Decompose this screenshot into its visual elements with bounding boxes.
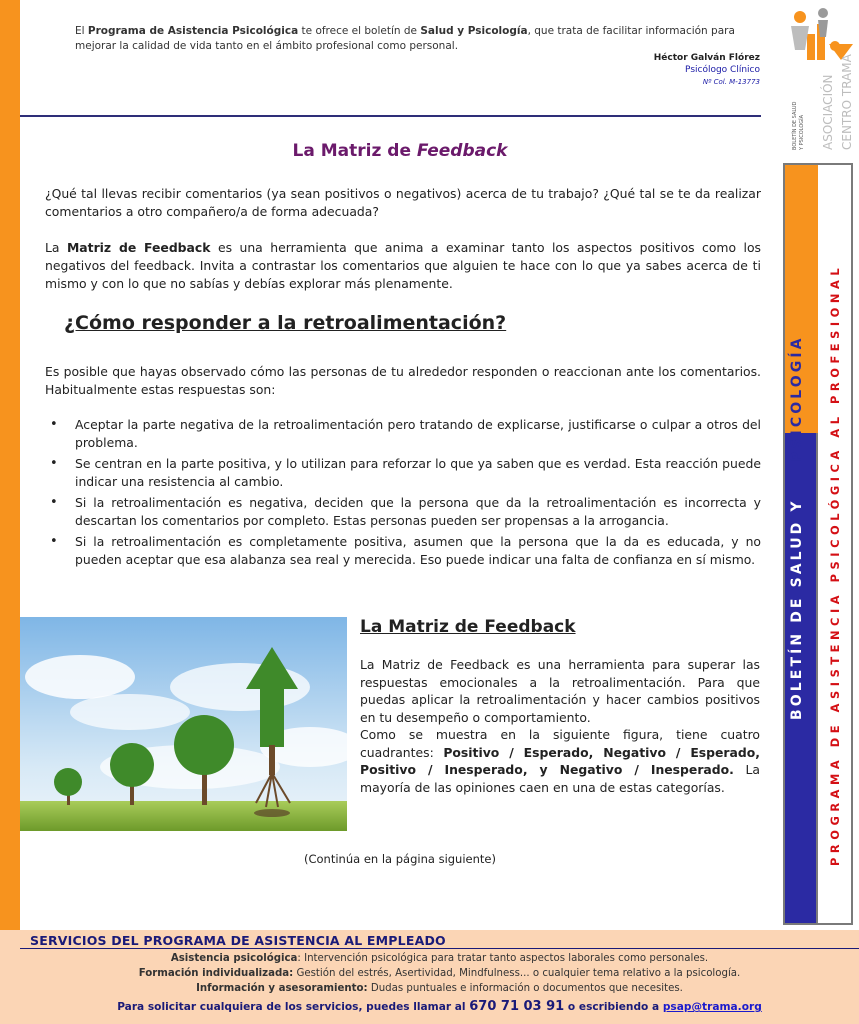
email-link[interactable]: psap@trama.org <box>662 1001 762 1013</box>
sidebar-label-bulletin: BOLETÍN DE SALUD Y <box>789 498 805 720</box>
sidebar-label-program: PROGRAMA DE ASISTENCIA PSICOLÓGICA AL PROFESIONAL <box>828 263 842 866</box>
footer-service-info: Información y asesoramiento: Dudas puntuales e información o documentos que necesites. <box>196 983 683 994</box>
logo-small-text-1: BOLETÍN DE SALUD <box>792 101 798 150</box>
matrix-paragraph-1: La Matriz de Feedback es una herramienta para superar las respuestas emocionales a la retroalimentación. Para que puedas aplicar la retroalimentación y hacer cambios positivos en tu desempeño o comportamiento. <box>360 657 760 725</box>
author-block <box>654 52 760 88</box>
responses-paragraph: Es posible que hayas observado cómo las personas de tu alrededor responden o reaccionan ante los comentarios. Habitualmente estas respuestas son: <box>45 364 761 397</box>
footer-service-training: Formación individualizada: Gestión del estrés, Asertividad, Mindfulness... o cualquier tema relativo a la psicología. <box>138 968 741 979</box>
intro-paragraph: ¿Qué tal llevas recibir comentarios (ya sean positivos o negativos) acerca de tu trabajo? ¿Qué tal se te da realizar comentarios a otro compañero/a de forma adecuada? <box>45 186 761 219</box>
matrix-description <box>360 656 760 796</box>
sidebar-label-psychology: PSICOLOGÍA <box>789 335 805 462</box>
matrix-heading: La Matriz de Feedback <box>360 617 576 637</box>
section-heading-responses: ¿Cómo responder a la retroalimentación? <box>64 312 507 334</box>
footer-service-assistance: Asistencia psicológica: Intervención psicológica para tratar tanto aspectos laborales como personales. <box>170 953 709 964</box>
trama-logo <box>783 4 859 152</box>
list-item: • Se centran en la parte positiva, y lo utilizan para reforzar lo que ya saben que es verdad. Esta reacción puede indicar una resistencia al cambio. <box>45 455 761 490</box>
left-orange-bar <box>0 0 20 930</box>
logo-org: CENTRO TRAMA <box>840 54 854 150</box>
matrix-paragraph-2: Como se muestra en la siguiente figura, tiene cuatro cuadrantes: Positivo / Esperado, Negativo / Esperado, Positivo / Inesperado, y Negativo / Inesperado. La mayoría de las opiniones caen en una de estas categorías. <box>360 727 760 795</box>
logo-assoc: ASOCIACIÓN <box>821 74 835 150</box>
footer-contact: Para solicitar cualquiera de los servicios, puedes llamar al 670 71 03 91 o escribiendo a psap@trama.org <box>117 999 762 1014</box>
author-role: Psicólogo Clínico <box>685 65 760 75</box>
header-divider <box>20 115 761 117</box>
list-item: • Si la retroalimentación es negativa, deciden que la persona que da la retroalimentación es incorrecta y descartan los comentarios por completo. Estas personas pueden ser propensas a la arrogancia. <box>45 494 761 529</box>
list-item: • Aceptar la parte negativa de la retroalimentación pero tratando de explicarse, justificarse o culpar a otros del problema. <box>45 416 761 451</box>
matrix-paragraph: La Matriz de Feedback es una herramienta que anima a examinar tanto los aspectos positivos como los negativos del feedback. Invita a contrastar los comentarios que alguien te hace con lo que ya sabes acerca de ti mismo y con lo que no sabías y debías explorar más plenamente. <box>45 240 762 291</box>
intro-text: El Programa de Asistencia Psicológica te ofrece el boletín de Salud y Psicología, que trata de facilitar información para mejorar la calidad de vida tanto en el ámbito profesional como personal. <box>75 25 735 52</box>
list-item: • Si la retroalimentación es completamente positiva, asumen que la persona que la da es educada, y no pueden aceptar que esa alabanza sea real y merecida. Eso puede indicar una falta de confianza en sí mismo. <box>45 533 761 568</box>
author-name: Héctor Galván Flórez <box>653 53 760 63</box>
continue-note: (Continúa en la página siguiente) <box>304 852 496 866</box>
logo-small-text-2: Y PSICOLOGÍA <box>799 114 805 150</box>
author-license: Nº Col. M-13773 <box>702 78 760 86</box>
responses-list <box>45 416 761 572</box>
footer-divider <box>20 948 859 949</box>
article-title: La Matriz de Feedback <box>292 141 508 161</box>
trees-growth-photo <box>20 617 347 831</box>
footer-title: SERVICIOS DEL PROGRAMA DE ASISTENCIA AL EMPLEADO <box>30 933 446 948</box>
phone-number[interactable]: 670 71 03 91 <box>469 999 565 1014</box>
